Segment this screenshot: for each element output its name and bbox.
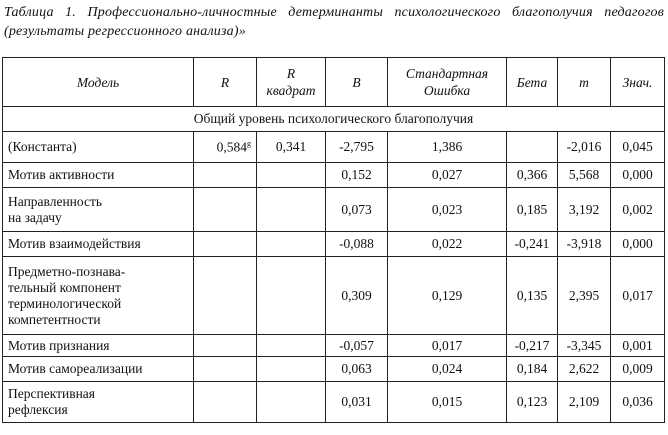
cell-b: 0,073 [326, 188, 388, 232]
header-t: т [558, 58, 611, 107]
table-row [3, 357, 665, 382]
header-r: R [194, 58, 257, 107]
cell-r-squared [257, 357, 326, 382]
cell-r [194, 257, 257, 335]
header-sig: Знач. [611, 58, 665, 107]
cell-r-squared [257, 257, 326, 335]
cell-std-error: 0,129 [388, 257, 507, 335]
cell-r-squared [257, 335, 326, 357]
table-row [3, 257, 665, 335]
cell-b: 0,152 [326, 163, 388, 188]
table-caption: Таблица 1. Профессионально-личностные детерминанты психологического благополучия педагогов (результаты регрессионного анализа)» [4, 5, 664, 39]
row-label: Мотив активности [3, 163, 194, 188]
cell-beta: -0,241 [507, 232, 558, 257]
cell-b: 0,063 [326, 357, 388, 382]
cell-t: 3,192 [558, 188, 611, 232]
cell-b: -2,795 [326, 132, 388, 163]
cell-std-error: 1,386 [388, 132, 507, 163]
cell-std-error: 0,022 [388, 232, 507, 257]
cell-beta: 0,366 [507, 163, 558, 188]
cell-std-error: 0,024 [388, 357, 507, 382]
cell-t: 5,568 [558, 163, 611, 188]
table-row [3, 188, 665, 232]
header-model: Модель [3, 58, 194, 107]
row-label: Мотив самореализации [3, 357, 194, 382]
cell-t: 2,395 [558, 257, 611, 335]
header-row [3, 58, 665, 107]
cell-sig: 0,000 [611, 232, 665, 257]
cell-sig: 0,045 [611, 132, 665, 163]
header-beta: Бета [507, 58, 558, 107]
cell-r [194, 382, 257, 423]
cell-r-squared [257, 232, 326, 257]
cell-sig: 0,009 [611, 357, 665, 382]
header-std-error: Стандартная Ошибка [388, 58, 507, 107]
cell-sig: 0,001 [611, 335, 665, 357]
cell-sig: 0,002 [611, 188, 665, 232]
row-label: Предметно-познава- тельный компонент терминологической компетентности [3, 257, 194, 335]
cell-b: 0,309 [326, 257, 388, 335]
cell-r [194, 163, 257, 188]
row-label: Мотив взаимодействия [3, 232, 194, 257]
cell-beta: 0,123 [507, 382, 558, 423]
section-title: Общий уровень психологического благополучия [3, 107, 665, 132]
cell-std-error: 0,027 [388, 163, 507, 188]
cell-beta: 0,184 [507, 357, 558, 382]
cell-r [194, 232, 257, 257]
table-row [3, 132, 665, 163]
cell-b: -0,057 [326, 335, 388, 357]
cell-b: -0,088 [326, 232, 388, 257]
cell-t: -3,918 [558, 232, 611, 257]
table-row [3, 382, 665, 423]
row-label: (Константа) [3, 132, 194, 163]
cell-r-squared: 0,341 [257, 132, 326, 163]
cell-std-error: 0,017 [388, 335, 507, 357]
section-row [3, 107, 665, 132]
table-row [3, 163, 665, 188]
regression-table [2, 57, 665, 423]
cell-sig: 0,000 [611, 163, 665, 188]
cell-beta [507, 132, 558, 163]
cell-r [194, 188, 257, 232]
header-b: B [326, 58, 388, 107]
cell-std-error: 0,015 [388, 382, 507, 423]
cell-t: -2,016 [558, 132, 611, 163]
cell-r: 0,584$^g$ [194, 132, 257, 163]
cell-r-squared [257, 382, 326, 423]
cell-beta: 0,135 [507, 257, 558, 335]
cell-std-error: 0,023 [388, 188, 507, 232]
header-r-squared: R квадрат [257, 58, 326, 107]
table-row [3, 232, 665, 257]
cell-beta: -0,217 [507, 335, 558, 357]
cell-t: 2,109 [558, 382, 611, 423]
cell-t: -3,345 [558, 335, 611, 357]
row-label: Мотив признания [3, 335, 194, 357]
cell-r-squared [257, 188, 326, 232]
cell-sig: 0,036 [611, 382, 665, 423]
cell-r [194, 335, 257, 357]
row-label: Перспективная рефлексия [3, 382, 194, 423]
table-row [3, 335, 665, 357]
cell-r [194, 357, 257, 382]
cell-t: 2,622 [558, 357, 611, 382]
row-label: Направленность на задачу [3, 188, 194, 232]
cell-beta: 0,185 [507, 188, 558, 232]
cell-r-squared [257, 163, 326, 188]
cell-sig: 0,017 [611, 257, 665, 335]
cell-b: 0,031 [326, 382, 388, 423]
